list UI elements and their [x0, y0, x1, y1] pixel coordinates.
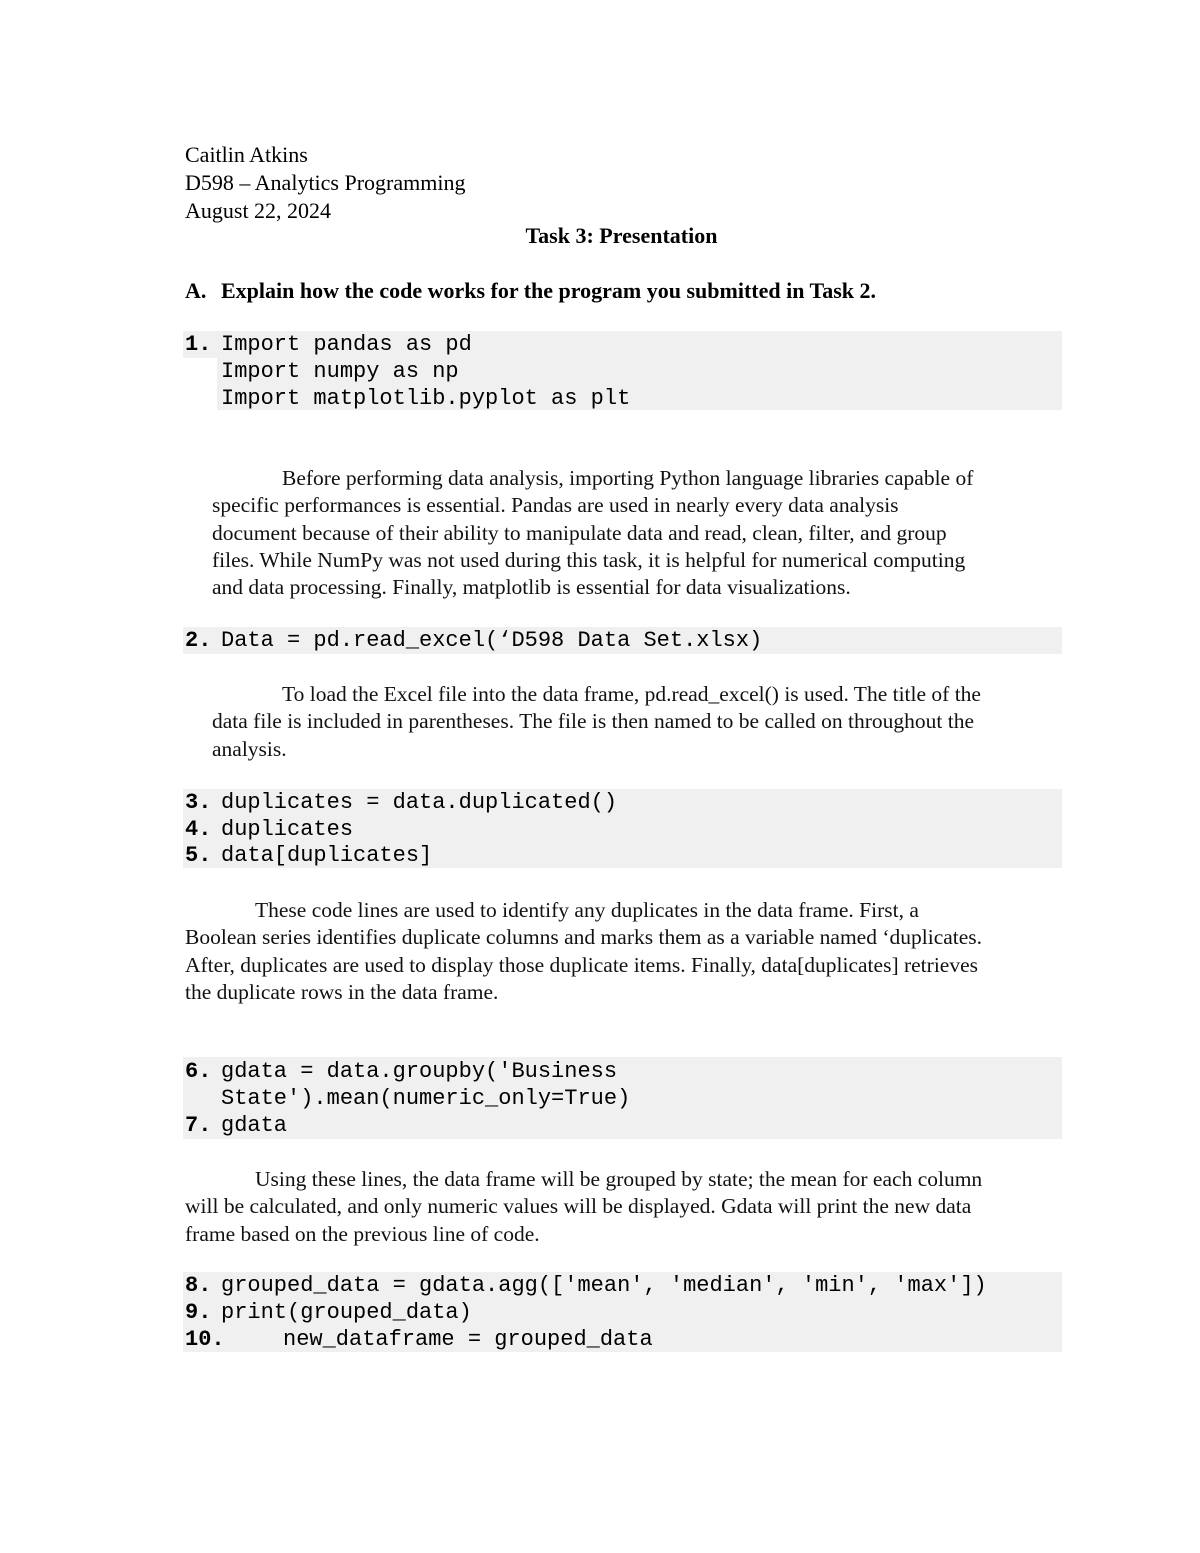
paragraph-line: After, duplicates are used to display those duplicate items. Finally, data[duplicates] retrieves [185, 952, 978, 977]
paragraph-line: and data processing. Finally, matplotlib is essential for data visualizations. [212, 575, 851, 600]
code-line-number: 2. [185, 628, 212, 653]
paragraph-line: data file is included in parentheses. The file is then named to be called on throughout the [212, 709, 975, 734]
code-line: grouped_data = gdata.agg(['mean', 'median', 'min', 'max']) [221, 1273, 987, 1298]
paragraph-line: files. While NumPy was not used during this task, it is helpful for numerical computing [212, 547, 966, 572]
section-a-heading [185, 278, 876, 304]
code-line-number: 6. [185, 1059, 212, 1084]
paragraph-duplicates [185, 897, 982, 1006]
page-title: Task 3: Presentation [525, 223, 718, 248]
code-line: duplicates = data.duplicated() [221, 790, 618, 815]
paragraph-line: analysis. [212, 736, 287, 761]
paragraph-line: Before performing data analysis, importing Python language libraries capable of [282, 466, 974, 490]
code-line-number: 3. [185, 790, 212, 815]
code-line: Data = pd.read_excel(‘D598 Data Set.xlsx) [221, 628, 763, 653]
paragraph-line: specific performances is essential. Pandas are used in nearly every data analysis [212, 493, 899, 518]
code-line: gdata [221, 1113, 288, 1138]
code-line-number: 4. [185, 817, 212, 842]
code-line: State').mean(numeric_only=True) [221, 1086, 631, 1111]
paragraph-line: To load the Excel file into the data frame, pd.read_excel() is used. The title of the [282, 682, 981, 706]
code-line: Import matplotlib.pyplot as plt [221, 386, 631, 411]
paragraph-line: Boolean series identifies duplicate columns and marks them as a variable named ‘duplicates. [185, 925, 983, 950]
code-line: duplicates [221, 817, 354, 842]
paragraph-line: These code lines are used to identify any duplicates in the data frame. First, a [255, 898, 919, 922]
code-line-number: 5. [185, 843, 212, 868]
paragraph-read-excel [212, 681, 981, 763]
code-line: Import numpy as np [221, 359, 459, 384]
code-line: gdata = data.groupby('Business [221, 1059, 618, 1084]
paragraph-groupby [185, 1166, 982, 1248]
course-title: D598 – Analytics Programming [185, 170, 466, 195]
author-name: Caitlin Atkins [185, 142, 308, 167]
code-line: data[duplicates] [221, 843, 433, 868]
section-heading-text: Explain how the code works for the program you submitted in Task 2. [221, 278, 877, 303]
paragraph-imports [212, 465, 973, 601]
paragraph-line: document because of their ability to manipulate data and read, clean, filter, and group [212, 520, 947, 545]
code-line-number: 10. [185, 1327, 225, 1352]
code-line: print(grouped_data) [221, 1300, 472, 1325]
code-line-number: 1. [185, 332, 212, 357]
section-letter: A. [185, 278, 207, 303]
document-date: August 22, 2024 [185, 198, 332, 223]
paragraph-line: Using these lines, the data frame will be grouped by state; the mean for each column [255, 1167, 983, 1191]
code-line-number: 7. [185, 1113, 212, 1138]
paragraph-line: the duplicate rows in the data frame. [185, 979, 499, 1004]
code-line: new_dataframe = grouped_data [283, 1327, 653, 1352]
code-line: Import pandas as pd [221, 332, 472, 357]
code-line-number: 8. [185, 1273, 212, 1298]
paragraph-line: will be calculated, and only numeric values will be displayed. Gdata will print the new data [185, 1194, 972, 1219]
code-line-number: 9. [185, 1300, 212, 1325]
paragraph-line: frame based on the previous line of code. [185, 1221, 540, 1246]
